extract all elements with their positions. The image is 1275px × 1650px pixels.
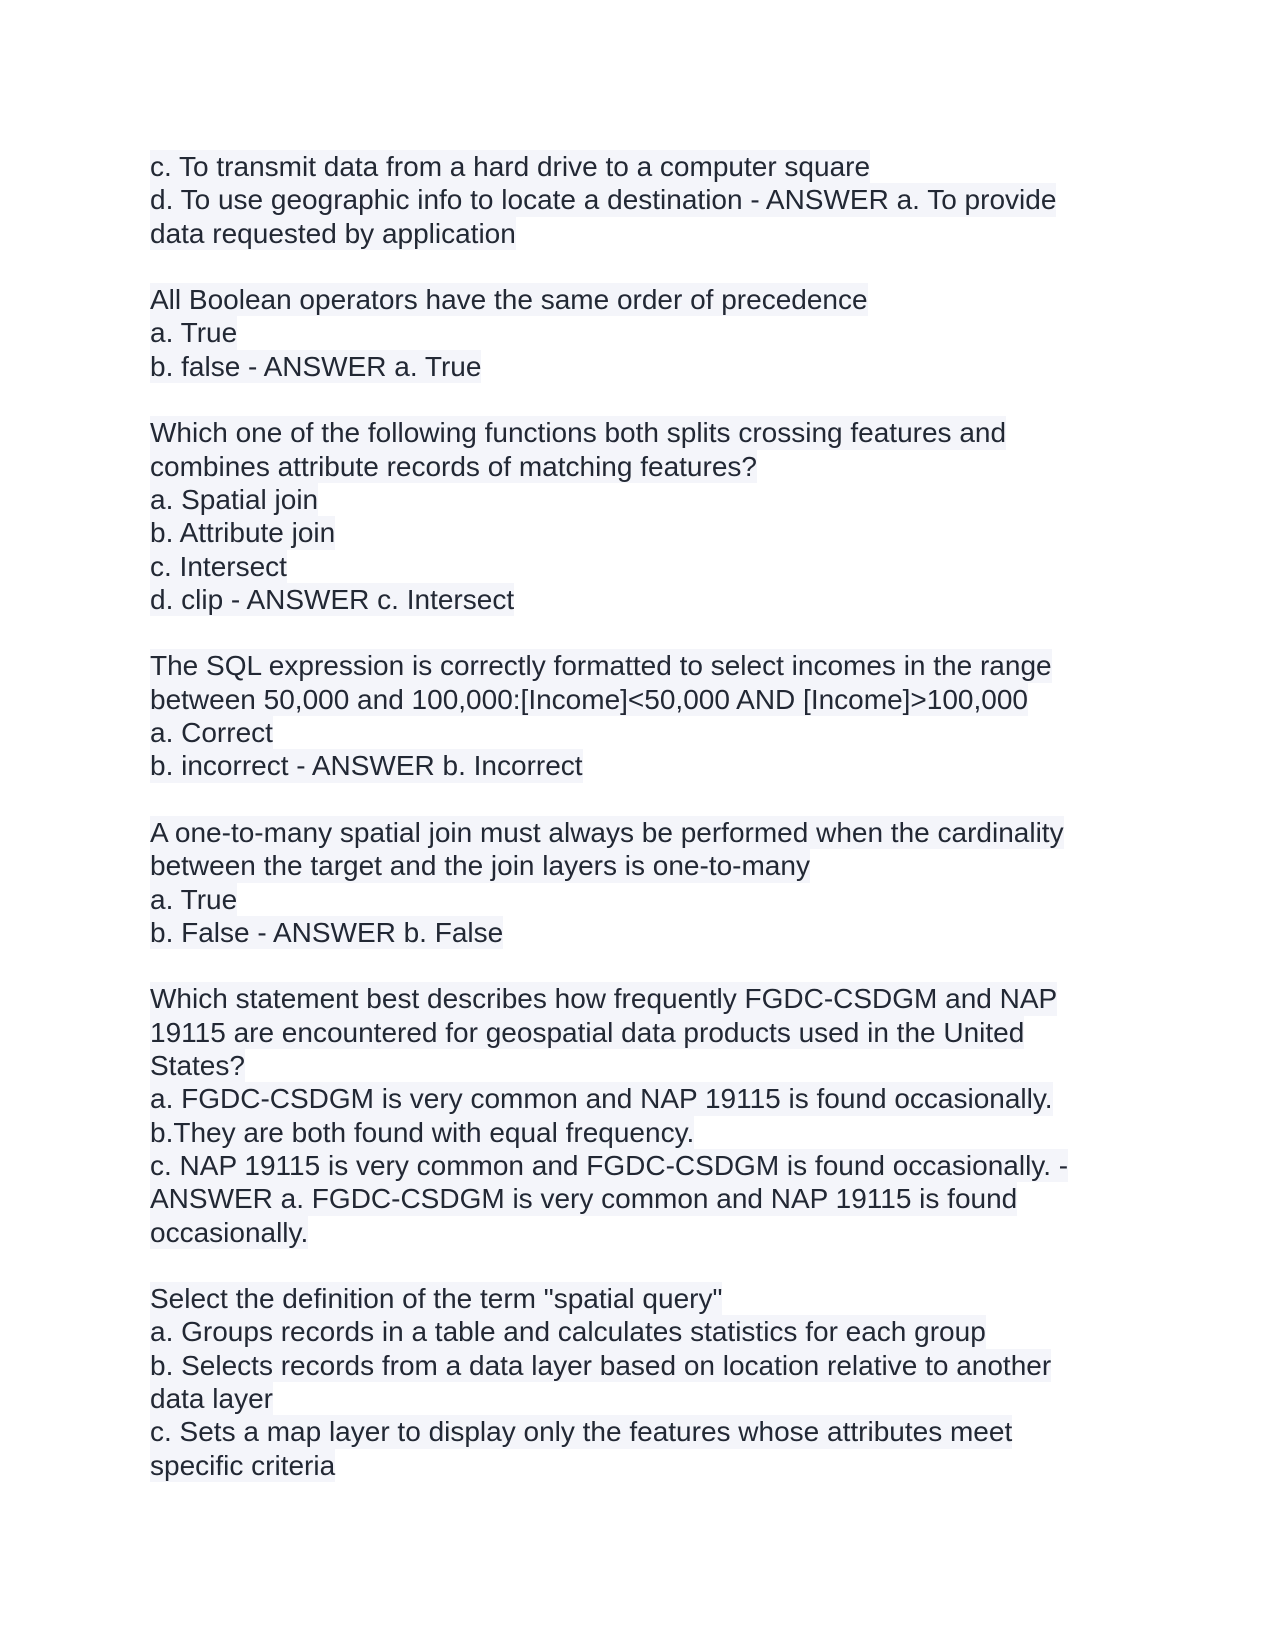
question-text: Which one of the following functions both splits crossing features and — [150, 417, 1007, 449]
question-block — [150, 649, 1130, 782]
answer-option: a. Correct — [150, 717, 273, 749]
answer-option: c. Intersect — [150, 550, 287, 582]
question-text: between 50,000 and 100,000:[Income]<50,000 AND [Income]>100,000 — [150, 683, 1028, 715]
question-text: States? — [150, 1050, 245, 1082]
question-text: All Boolean operators have the same order of precedence — [150, 284, 868, 316]
question-block — [150, 1282, 1130, 1482]
text-line: data requested by application — [150, 217, 516, 249]
question-text: combines attribute records of matching features? — [150, 450, 757, 482]
answer-option: c. Sets a map layer to display only the features whose attributes meet — [150, 1416, 1013, 1448]
answer-option: b. Selects records from a data layer based on location relative to another — [150, 1349, 1052, 1381]
answer-option: occasionally. — [150, 1216, 309, 1248]
answer-option: d. clip - ANSWER c. Intersect — [150, 583, 515, 615]
answer-option: a. Spatial join — [150, 483, 319, 515]
answer-option: specific criteria — [150, 1449, 336, 1481]
question-block — [150, 982, 1130, 1248]
answer-option: b. incorrect - ANSWER b. Incorrect — [150, 750, 583, 782]
question-text: between the target and the join layers is one-to-many — [150, 850, 810, 882]
answer-option: c. NAP 19115 is very common and FGDC-CSDGM is found occasionally. - — [150, 1149, 1069, 1181]
answer-option: b.They are both found with equal frequency. — [150, 1116, 695, 1148]
question-block — [150, 816, 1130, 949]
answer-option: a. True — [150, 317, 238, 349]
question-text: A one-to-many spatial join must always be performed when the cardinality — [150, 816, 1064, 848]
question-block — [150, 283, 1130, 383]
question-block — [150, 416, 1130, 616]
question-text: Select the definition of the term "spatial query" — [150, 1283, 723, 1315]
answer-option: b. Attribute join — [150, 517, 336, 549]
question-text: Which statement best describes how frequently FGDC-CSDGM and NAP — [150, 983, 1058, 1015]
text-line: d. To use geographic info to locate a destination - ANSWER a. To provide — [150, 184, 1057, 216]
text-line: c. To transmit data from a hard drive to a computer square — [150, 151, 871, 182]
answer-option: data layer — [150, 1382, 273, 1414]
question-text: The SQL expression is correctly formatted to select incomes in the range — [150, 650, 1052, 682]
answer-option: b. False - ANSWER b. False — [150, 916, 504, 948]
answer-option: ANSWER a. FGDC-CSDGM is very common and NAP 19115 is found — [150, 1183, 1018, 1215]
question-text: 19115 are encountered for geospatial data products used in the United — [150, 1016, 1025, 1048]
answer-option: a. True — [150, 883, 238, 915]
answer-option: a. FGDC-CSDGM is very common and NAP 19115 is found occasionally. — [150, 1083, 1053, 1115]
document-page — [150, 150, 1130, 1515]
answer-option: b. false - ANSWER a. True — [150, 350, 482, 382]
question-block — [150, 150, 1130, 250]
answer-option: a. Groups records in a table and calculates statistics for each group — [150, 1316, 986, 1348]
